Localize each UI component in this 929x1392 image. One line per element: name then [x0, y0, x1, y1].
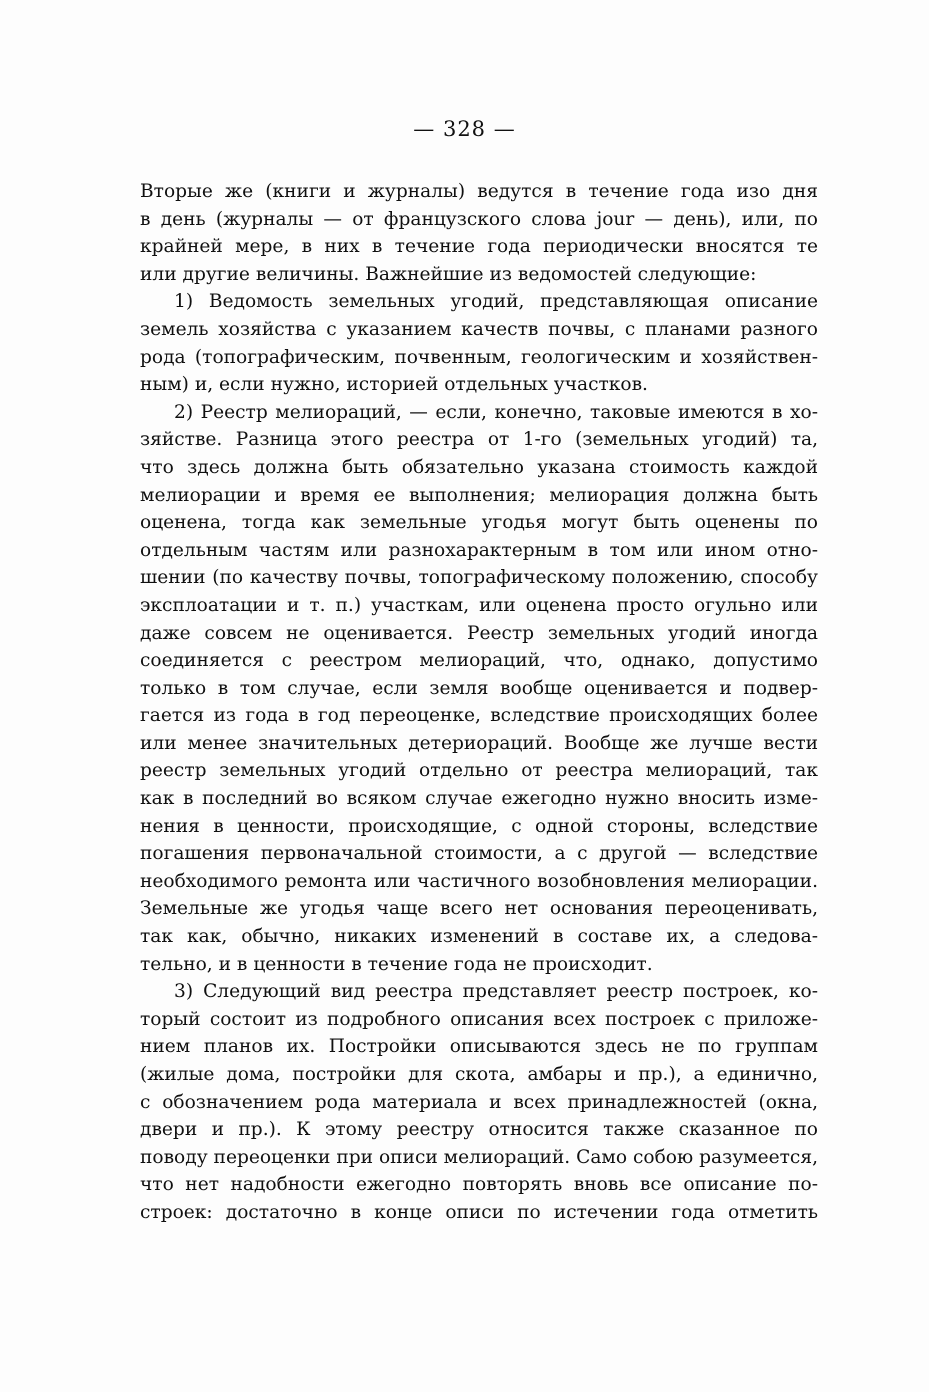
text-line: гается из года в год переоценке, вследствие происходящих более — [140, 705, 818, 727]
text-line: что нет надобности ежегодно повторять вновь все описание по- — [140, 1174, 818, 1196]
text-line: крайней мере, в них в течение года периодически вносятся те — [140, 236, 818, 258]
paragraph-1-start: 1) Ведомость земельных угодий, представляющая описание — [174, 291, 818, 313]
text-line: торый состоит из подробного описания всех построек с приложе- — [140, 1008, 818, 1030]
text-line: соединяется с реестром мелиораций, что, однако, допустимо — [140, 650, 818, 672]
text-line: нием планов их. Постройки описываются здесь не по группам — [140, 1036, 818, 1058]
body-text — [140, 178, 818, 1227]
text-line: реестр земельных угодий отдельно от реестра мелиораций, так — [140, 760, 818, 782]
text-line: нения в ценности, происходящие, с одной стороны, вследствие — [140, 815, 818, 837]
text-line: отдельным частям или разнохарактерным в том или ином отно- — [140, 539, 818, 561]
text-line: или другие величины. Важнейшие из ведомостей следующие: — [140, 263, 757, 285]
text-line: (жилые дома, постройки для скота, амбары и пр.), а единично, — [140, 1064, 818, 1085]
paragraph-2-start: 2) Реестр мелиораций, — если, конечно, таковые имеются в хо- — [174, 401, 818, 423]
text-line: рода (топографическим, почвенным, геологическим и хозяйствен- — [140, 346, 818, 368]
text-line: что здесь должна быть обязательно указана стоимость каждой — [140, 456, 818, 478]
text-line: или менее значительных детериораций. Вообще же лучше вести — [140, 732, 818, 754]
text-line: так как, обычно, никаких изменений в составе их, а следова- — [140, 926, 818, 948]
text-line: с обозначением рода материала и всех принадлежностей (окна, — [140, 1091, 818, 1113]
text-line: в день (журналы — от французского слова jour — день), или, по — [140, 208, 818, 230]
text-line: оценена, тогда как земельные угодья могут быть оценены по — [140, 512, 818, 534]
page-number: — 328 — — [413, 117, 516, 141]
text-line: земель хозяйства с указанием качеств почвы, с планами разного — [140, 318, 818, 340]
text-line: погашения первоначальной стоимости, а с другой — вследствие — [140, 843, 818, 865]
text-line: поводу переоценки при описи мелиораций. Само собою разумеется, — [140, 1146, 818, 1168]
text-line: как в последний во всяком случае ежегодно нужно вносить изме- — [140, 788, 818, 810]
text-line: двери и пр.). К этому реестру относится также сказанное по — [140, 1119, 818, 1141]
text-line: даже совсем не оценивается. Реестр земельных угодий иногда — [140, 622, 818, 644]
text-line: эксплоатации и т. п.) участкам, или оценена просто огульно или — [140, 594, 818, 616]
text-line: зяйстве. Разница этого реестра от 1-го (земельных угодий) та, — [140, 429, 818, 451]
text-line: мелиорации и время ее выполнения; мелиорация должна быть — [140, 484, 818, 506]
text-line: Земельные же угодья чаще всего нет основания переоценивать, — [140, 898, 818, 920]
text-line: Вторые же (книги и журналы) ведутся в течение года изо дня — [140, 181, 818, 202]
text-line: только в том случае, если земля вообще оценивается и подвер- — [140, 677, 818, 699]
text-line: шении (по качеству почвы, топографическому положению, способу — [140, 567, 818, 589]
text-line: ным) и, если нужно, историей отдельных участков. — [140, 374, 648, 396]
text-line: строек: достаточно в конце описи по истечении года отметить — [140, 1201, 818, 1223]
text-line: тельно, и в ценности в течение года не происходит. — [140, 953, 653, 975]
paragraph-3-start: 3) Следующий вид реестра представляет реестр построек, ко- — [174, 981, 818, 1003]
text-line: необходимого ремонта или частичного возобновления мелиорации. — [140, 870, 818, 892]
